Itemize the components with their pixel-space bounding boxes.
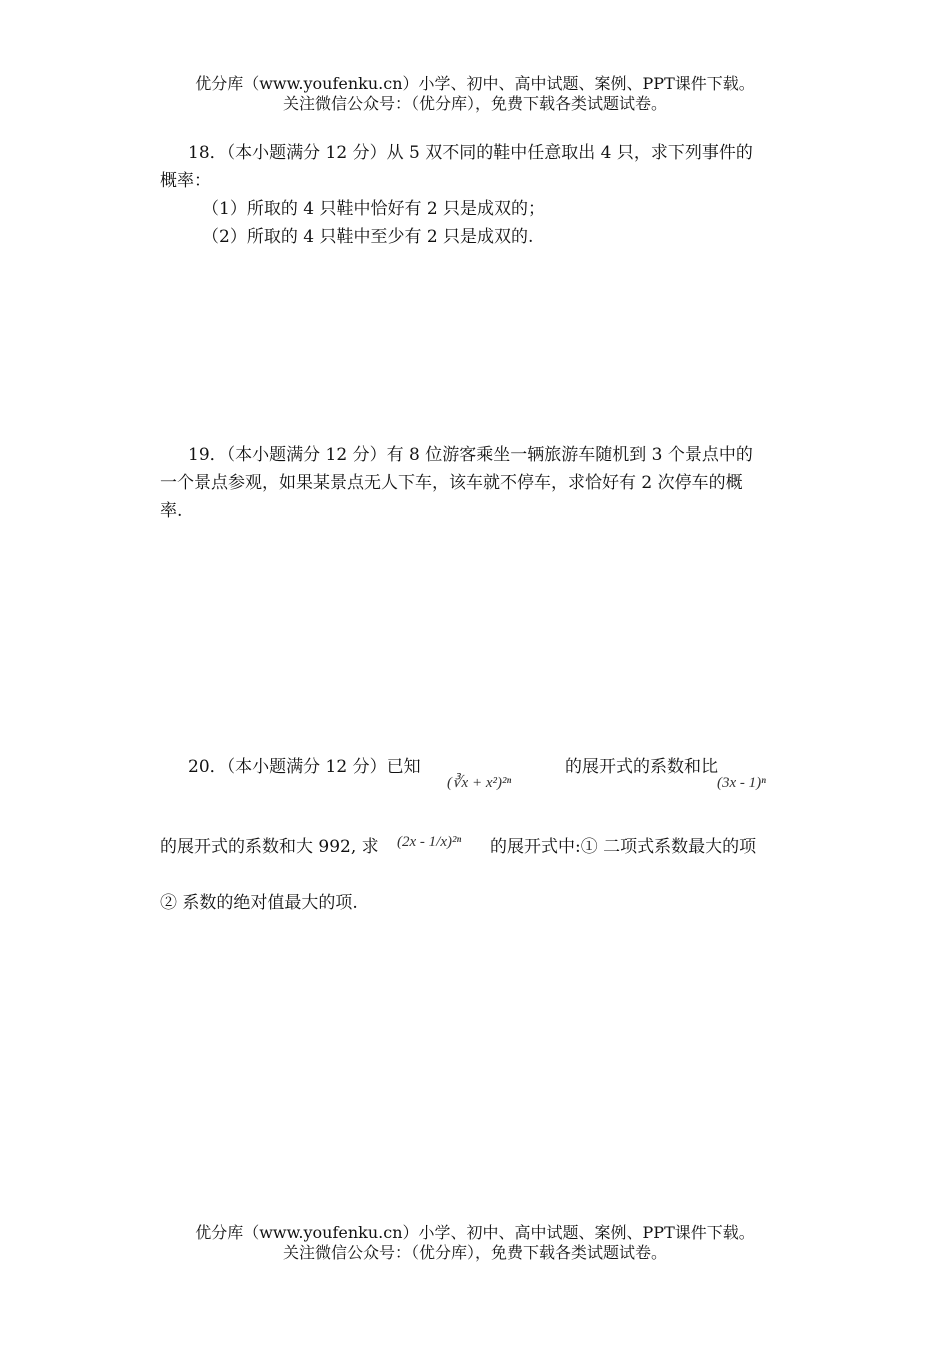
q19-line-1: 19．（本小题满分 12 分）有 8 位游客乘坐一辆旅游车随机到 3 个景点中的 xyxy=(188,445,753,465)
q19-line-2: 一个景点参观，如果某景点无人下车，该车就不停车，求恰好有 2 次停车的概 xyxy=(160,473,743,493)
q18-sub-1: （1）所取的 4 只鞋中恰好有 2 只是成双的； xyxy=(202,199,546,219)
question-18 xyxy=(160,139,792,251)
formula-cube-root-binomial: (∛x + x²)²ⁿ xyxy=(447,775,512,791)
q18-line-2: 概率： xyxy=(160,171,211,191)
footer-line-1: 优分库（www.youfenku.cn）小学、初中、高中试题、案例、PPT课件下载。 xyxy=(195,1223,755,1242)
question-19 xyxy=(160,441,792,525)
page-header xyxy=(0,74,950,114)
q20-mid: 的展开式的系数和比 xyxy=(565,757,718,777)
q19-line-3: 率. xyxy=(160,501,183,521)
q20-intro: 20．（本小题满分 12 分）已知 xyxy=(188,757,421,777)
q18-sub-2: （2）所取的 4 只鞋中至少有 2 只是成双的. xyxy=(202,227,534,247)
header-line-1: 优分库（www.youfenku.cn）小学、初中、高中试题、案例、PPT课件下载。 xyxy=(195,74,755,93)
footer-line-2: 关注微信公众号：（优分库），免费下载各类试题试卷。 xyxy=(282,1243,667,1262)
q20-line-2-start: 的展开式的系数和大 992, 求 xyxy=(160,837,379,857)
page-footer xyxy=(0,1223,950,1263)
formula-3x-minus-1: (3x - 1)ⁿ xyxy=(717,775,766,791)
question-20 xyxy=(160,753,792,953)
q18-line-1: 18．（本小题满分 12 分）从 5 双不同的鞋中任意取出 4 只，求下列事件的 xyxy=(188,143,753,163)
formula-2x-minus-inverse-x: (2x - 1/x)²ⁿ xyxy=(397,834,462,850)
q20-line-3: ② 系数的绝对值最大的项. xyxy=(160,893,358,913)
header-line-2: 关注微信公众号：（优分库），免费下载各类试题试卷。 xyxy=(282,94,667,113)
q20-line-2-end: 的展开式中:① 二项式系数最大的项 xyxy=(490,837,757,857)
